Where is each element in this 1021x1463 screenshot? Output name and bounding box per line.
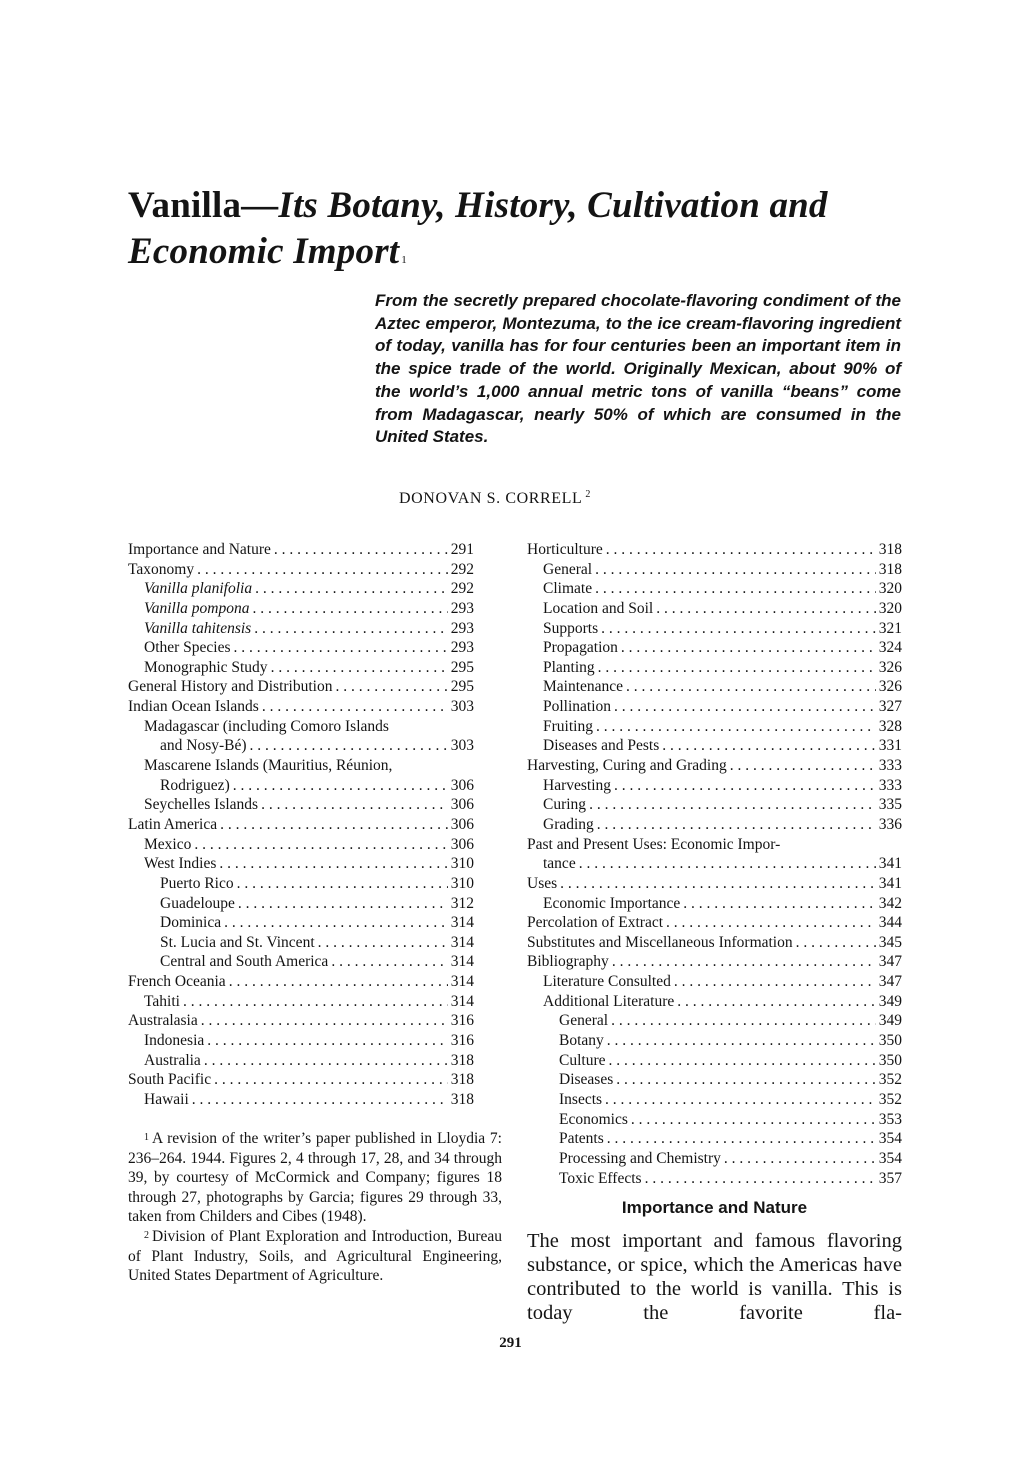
footnote-2 (128, 1227, 502, 1286)
toc-leader-dots (601, 619, 876, 639)
toc-entry-label: tance (543, 855, 576, 873)
toc-entry-label: Bibliography (527, 953, 609, 971)
toc-entry-page: 316 (450, 1032, 474, 1050)
toc-entry (128, 913, 474, 933)
toc-leader-dots (605, 1090, 876, 1110)
toc-leader-dots (254, 619, 448, 639)
toc-entry (527, 854, 902, 874)
toc-entry-label: Indian Ocean Islands (128, 698, 259, 716)
toc-entry-page: 310 (450, 874, 474, 892)
toc-entry (128, 697, 474, 717)
toc-entry (128, 952, 474, 972)
toc-entry (527, 776, 902, 796)
body-paragraph: The most important and famous flavoring substance, or spice, which the Americas have contributed to the world is vanilla. This is today the favorite fla- (527, 1230, 902, 1324)
toc-entry-label: Grading (543, 815, 594, 833)
toc-entry-page: 295 (450, 678, 474, 696)
toc-entry (128, 619, 474, 639)
toc-entry (128, 736, 474, 756)
toc-leader-dots (219, 854, 447, 874)
toc-leader-dots (674, 972, 876, 992)
toc-entry-label: Hawaii (144, 1090, 189, 1108)
toc-leader-dots (611, 1011, 876, 1031)
title-italic-line2: Economic Import (128, 231, 400, 272)
toc-entry (128, 1051, 474, 1071)
toc-leader-dots (271, 658, 448, 678)
toc-entry (527, 952, 902, 972)
toc-entry-label: Vanilla planifolia (144, 580, 253, 598)
toc-leader-dots (595, 579, 876, 599)
toc-entry (527, 913, 902, 933)
toc-entry-page: 344 (878, 914, 902, 932)
toc-leader-dots (589, 795, 876, 815)
footnotes (128, 1129, 502, 1286)
toc-entry-label: Economics (559, 1110, 628, 1128)
toc-entry-page: 310 (450, 855, 474, 873)
toc-entry-page: 292 (450, 580, 474, 598)
toc-entry (527, 697, 902, 717)
toc-entry-label: Maintenance (543, 678, 624, 696)
toc-entry-page: 293 (450, 599, 474, 617)
toc-entry (128, 972, 474, 992)
toc-entry (128, 756, 474, 776)
footnote-mark: 1 (144, 1132, 149, 1143)
footnote-text: A revision of the writer’s paper published in Lloydia 7: 236–264. 1944. Figures 2, 4 through 17, 28, and 34 through 39, by courtesy of McCormick and Company; figures 18 through 27, photographs by Garcia; figures 29 through 33, taken from Childers and Cibes (1948). (128, 1130, 502, 1226)
toc-entry-page: 350 (878, 1032, 902, 1050)
toc-entry (128, 795, 474, 815)
author-footnote-mark: 2 (585, 489, 592, 500)
toc-entry-page: 350 (878, 1051, 902, 1069)
toc-leader-dots (201, 1011, 448, 1031)
toc-entry (527, 1169, 902, 1189)
toc-entry-label: Location and Soil (543, 599, 654, 617)
toc-leader-dots (609, 1051, 876, 1071)
toc-entry-label: Uses (527, 874, 558, 892)
toc-entry-label: Additional Literature (543, 992, 675, 1010)
toc-entry (527, 638, 902, 658)
toc-entry-label: St. Lucia and St. Vincent (160, 933, 315, 951)
toc-entry-label: Culture (559, 1051, 606, 1069)
toc-leader-dots (598, 658, 876, 678)
toc-entry-page: 321 (878, 619, 902, 637)
toc-leader-dots (579, 854, 876, 874)
toc-entry-page: 318 (878, 560, 902, 578)
toc-entry-page: 354 (878, 1130, 902, 1148)
toc-entry-page: 295 (450, 658, 474, 676)
toc-entry (128, 933, 474, 953)
toc-entry (128, 1031, 474, 1051)
toc-entry-page: 354 (878, 1149, 902, 1167)
footnote-1 (128, 1129, 502, 1227)
toc-leader-dots (645, 1169, 876, 1189)
toc-entry (527, 1070, 902, 1090)
toc-entry-label: Botany (559, 1032, 604, 1050)
toc-entry-label: Importance and Nature (128, 541, 271, 558)
toc-entry-page: 347 (878, 953, 902, 971)
toc-entry-page: 333 (878, 776, 902, 794)
toc-entry (128, 717, 474, 737)
toc-entry-label: Madagascar (including Comoro Islands (144, 717, 389, 735)
toc-entry-page: 318 (450, 1051, 474, 1069)
toc-entry (128, 677, 474, 697)
toc-entry-label: Diseases (559, 1071, 614, 1089)
toc-entry-page: 336 (878, 815, 902, 833)
footnote-mark: 2 (144, 1229, 149, 1241)
toc-entry-page: 303 (450, 698, 474, 716)
toc-entry-page: 314 (450, 933, 474, 951)
toc-entry-page: 306 (450, 815, 474, 833)
toc-entry-page: 303 (450, 737, 474, 755)
toc-entry-label: Horticulture (527, 541, 603, 558)
toc-entry-label: Percolation of Extract (527, 914, 664, 932)
toc-entry-page: 312 (450, 894, 474, 912)
toc-entry-page: 349 (878, 992, 902, 1010)
table-of-contents-right (527, 540, 902, 1188)
toc-leader-dots (194, 835, 447, 855)
toc-entry-label: Australia (144, 1051, 201, 1069)
toc-entry-label: Latin America (128, 815, 218, 833)
toc-leader-dots (250, 736, 448, 756)
toc-entry-label: Substitutes and Miscellaneous Information (527, 933, 793, 951)
toc-entry-label: Dominica (160, 914, 222, 932)
toc-leader-dots (626, 677, 876, 697)
toc-entry (527, 835, 902, 855)
toc-entry (527, 992, 902, 1012)
toc-entry-label: Monographic Study (144, 658, 268, 676)
toc-entry-label: Planting (543, 658, 595, 676)
toc-leader-dots (683, 894, 875, 914)
title-italic-line1: Its Botany, History, Cultivation and (278, 185, 828, 226)
toc-leader-dots (253, 599, 448, 619)
toc-leader-dots (197, 560, 448, 580)
toc-leader-dots (255, 579, 448, 599)
toc-entry (128, 560, 474, 580)
toc-entry-page: 352 (878, 1071, 902, 1089)
toc-entry (527, 540, 902, 560)
toc-leader-dots (614, 776, 876, 796)
toc-entry-label: Harvesting, Curing and Grading (527, 757, 727, 775)
toc-entry (527, 736, 902, 756)
toc-entry (128, 835, 474, 855)
toc-entry (128, 894, 474, 914)
toc-leader-dots (724, 1149, 876, 1169)
toc-entry-page: 342 (878, 894, 902, 912)
toc-leader-dots (331, 952, 447, 972)
toc-entry-label: Indonesia (144, 1032, 205, 1050)
toc-entry-label: Guadeloupe (160, 894, 235, 912)
toc-entry-page: 333 (878, 757, 902, 775)
toc-entry-page: 293 (450, 639, 474, 657)
toc-leader-dots (595, 560, 876, 580)
toc-entry-label: Diseases and Pests (543, 737, 660, 755)
toc-entry-page: 335 (878, 796, 902, 814)
toc-entry (128, 776, 474, 796)
toc-leader-dots (666, 913, 876, 933)
toc-entry-page: 331 (878, 737, 902, 755)
toc-leader-dots (607, 1129, 876, 1149)
toc-entry-label: Fruiting (543, 717, 593, 735)
toc-leader-dots (238, 894, 448, 914)
toc-entry (128, 638, 474, 658)
toc-entry-label: Central and South America (160, 953, 329, 971)
title-plain-part: Vanilla— (128, 185, 279, 226)
toc-entry (527, 756, 902, 776)
author-name: DONOVAN S. CORRELL (399, 490, 583, 507)
toc-entry-page: 341 (878, 855, 902, 873)
toc-entry-label: General (559, 1012, 609, 1030)
toc-entry-label: Literature Consulted (543, 973, 671, 991)
toc-entry-page: 326 (878, 678, 902, 696)
abstract: From the secretly prepared chocolate-flavoring condiment of the Aztec emperor, Montezuma, to the ice cream-flavoring ingredient of today, vanilla has for four centuries been an important item in the spice trade of the world. Originally Mexican, about 90% of the world’s 1,000 annual metric tons of vanilla “beans” come from Madagascar, nearly 50% of which are consumed in the United States. (375, 291, 901, 447)
toc-leader-dots (656, 599, 876, 619)
toc-entry-label: West Indies (144, 855, 217, 873)
toc-entry-label: Vanilla tahitensis (144, 619, 252, 637)
toc-leader-dots (220, 815, 448, 835)
toc-leader-dots (224, 913, 448, 933)
toc-entry (527, 717, 902, 737)
toc-entry-page: 306 (450, 835, 474, 853)
article-title (128, 183, 988, 275)
toc-leader-dots (183, 992, 448, 1012)
toc-entry (128, 1011, 474, 1031)
toc-entry-label: Harvesting (543, 776, 612, 794)
toc-entry (527, 874, 902, 894)
toc-entry-label: and Nosy-Bé) (160, 737, 247, 755)
toc-leader-dots (204, 1051, 448, 1071)
toc-entry-page: 293 (450, 619, 474, 637)
toc-entry-page: 314 (450, 914, 474, 932)
toc-leader-dots (612, 952, 876, 972)
toc-entry-label: Australasia (128, 1012, 198, 1030)
toc-entry (128, 1090, 474, 1110)
toc-entry-label: Puerto Rico (160, 874, 234, 892)
toc-entry-page: 318 (450, 1071, 474, 1089)
footnote-text: Division of Plant Exploration and Introduction, Bureau of Plant Industry, Soils, and Agricultural Engineering, United States Department of Agriculture. (128, 1227, 502, 1285)
toc-entry-page: 306 (450, 796, 474, 814)
toc-entry-label: Curing (543, 796, 587, 814)
toc-entry-label: Taxonomy (128, 560, 195, 578)
toc-leader-dots (207, 1031, 447, 1051)
toc-entry-label: Mexico (144, 835, 192, 853)
toc-entry-label: General (543, 560, 593, 578)
toc-entry-page: 320 (878, 580, 902, 598)
toc-entry-page: 326 (878, 658, 902, 676)
toc-entry (527, 658, 902, 678)
toc-entry-label: Pollination (543, 698, 612, 716)
toc-entry (128, 874, 474, 894)
toc-entry-page: 357 (878, 1169, 902, 1187)
toc-leader-dots (621, 638, 876, 658)
toc-entry-page: 352 (878, 1090, 902, 1108)
toc-entry (527, 894, 902, 914)
toc-entry-page: 318 (450, 1090, 474, 1108)
toc-entry-page: 314 (450, 973, 474, 991)
toc-entry-label: Tahiti (144, 992, 180, 1010)
toc-entry-label: Processing and Chemistry (559, 1149, 721, 1167)
toc-leader-dots (597, 815, 876, 835)
toc-entry (128, 992, 474, 1012)
toc-leader-dots (229, 972, 448, 992)
toc-entry (128, 579, 474, 599)
toc-entry (128, 815, 474, 835)
toc-entry-label: Toxic Effects (559, 1169, 642, 1187)
toc-entry (128, 599, 474, 619)
toc-leader-dots (796, 933, 876, 953)
toc-entry (527, 1149, 902, 1169)
toc-entry (527, 560, 902, 580)
toc-entry (527, 1031, 902, 1051)
toc-leader-dots (262, 697, 448, 717)
toc-entry-page: 324 (878, 639, 902, 657)
toc-entry (527, 579, 902, 599)
toc-leader-dots (616, 1070, 876, 1090)
toc-leader-dots (192, 1090, 448, 1110)
toc-entry-page: 318 (878, 541, 902, 558)
toc-leader-dots (614, 697, 876, 717)
toc-entry (128, 658, 474, 678)
toc-entry-label: Rodriguez) (160, 776, 230, 794)
toc-entry-label: Economic Importance (543, 894, 681, 912)
toc-entry (128, 1070, 474, 1090)
toc-entry-label: Climate (543, 580, 593, 598)
toc-entry-page: 353 (878, 1110, 902, 1128)
toc-leader-dots (261, 795, 448, 815)
toc-entry (527, 619, 902, 639)
toc-leader-dots (662, 736, 876, 756)
toc-entry-label: Seychelles Islands (144, 796, 259, 814)
section-heading: Importance and Nature (621, 1198, 808, 1217)
toc-leader-dots (233, 776, 448, 796)
toc-entry-page: 349 (878, 1012, 902, 1030)
toc-entry-page: 347 (878, 973, 902, 991)
toc-entry-page: 341 (878, 874, 902, 892)
toc-leader-dots (237, 874, 448, 894)
toc-entry (527, 1110, 902, 1130)
toc-leader-dots (607, 1031, 876, 1051)
toc-leader-dots (631, 1110, 876, 1130)
toc-entry (527, 933, 902, 953)
toc-entry (527, 815, 902, 835)
toc-entry (527, 1129, 902, 1149)
toc-entry-label: Patents (559, 1130, 604, 1148)
toc-entry-label: General History and Distribution (128, 678, 333, 696)
toc-entry-label: Past and Present Uses: Economic Impor- (527, 835, 781, 853)
toc-entry (128, 540, 474, 560)
toc-leader-dots (560, 874, 876, 894)
toc-entry-page: 328 (878, 717, 902, 735)
toc-leader-dots (234, 638, 448, 658)
toc-entry (527, 599, 902, 619)
toc-entry-page: 314 (450, 953, 474, 971)
toc-entry-page: 345 (878, 933, 902, 951)
toc-entry-label: Propagation (543, 639, 618, 657)
toc-entry (527, 1051, 902, 1071)
toc-leader-dots (214, 1070, 448, 1090)
toc-entry-label: Vanilla pompona (144, 599, 250, 617)
toc-entry (527, 677, 902, 697)
toc-leader-dots (606, 540, 876, 560)
toc-entry-label: Supports (543, 619, 599, 637)
toc-entry-label: South Pacific (128, 1071, 212, 1089)
title-footnote-mark: 1 (401, 254, 407, 266)
toc-entry (527, 795, 902, 815)
toc-entry-page: 306 (450, 776, 474, 794)
toc-entry (527, 1011, 902, 1031)
toc-leader-dots (730, 756, 876, 776)
toc-leader-dots (274, 540, 448, 560)
toc-entry-label: Other Species (144, 639, 231, 657)
toc-leader-dots (596, 717, 876, 737)
toc-leader-dots (677, 992, 875, 1012)
toc-leader-dots (318, 933, 448, 953)
toc-entry-page: 292 (450, 560, 474, 578)
toc-entry-page: 316 (450, 1012, 474, 1030)
toc-entry (128, 854, 474, 874)
toc-entry-label: French Oceania (128, 973, 226, 991)
toc-entry-page: 327 (878, 698, 902, 716)
toc-entry-label: Mascarene Islands (Mauritius, Réunion, (144, 757, 393, 775)
toc-entry (527, 1090, 902, 1110)
toc-entry-label: Insects (559, 1090, 603, 1108)
toc-leader-dots (335, 677, 447, 697)
table-of-contents-left (128, 540, 474, 1110)
page-number: 291 (499, 1335, 522, 1351)
toc-entry-page: 291 (450, 541, 474, 558)
toc-entry-page: 314 (450, 992, 474, 1010)
toc-entry-page: 320 (878, 599, 902, 617)
author-byline (399, 490, 591, 508)
toc-entry (527, 972, 902, 992)
